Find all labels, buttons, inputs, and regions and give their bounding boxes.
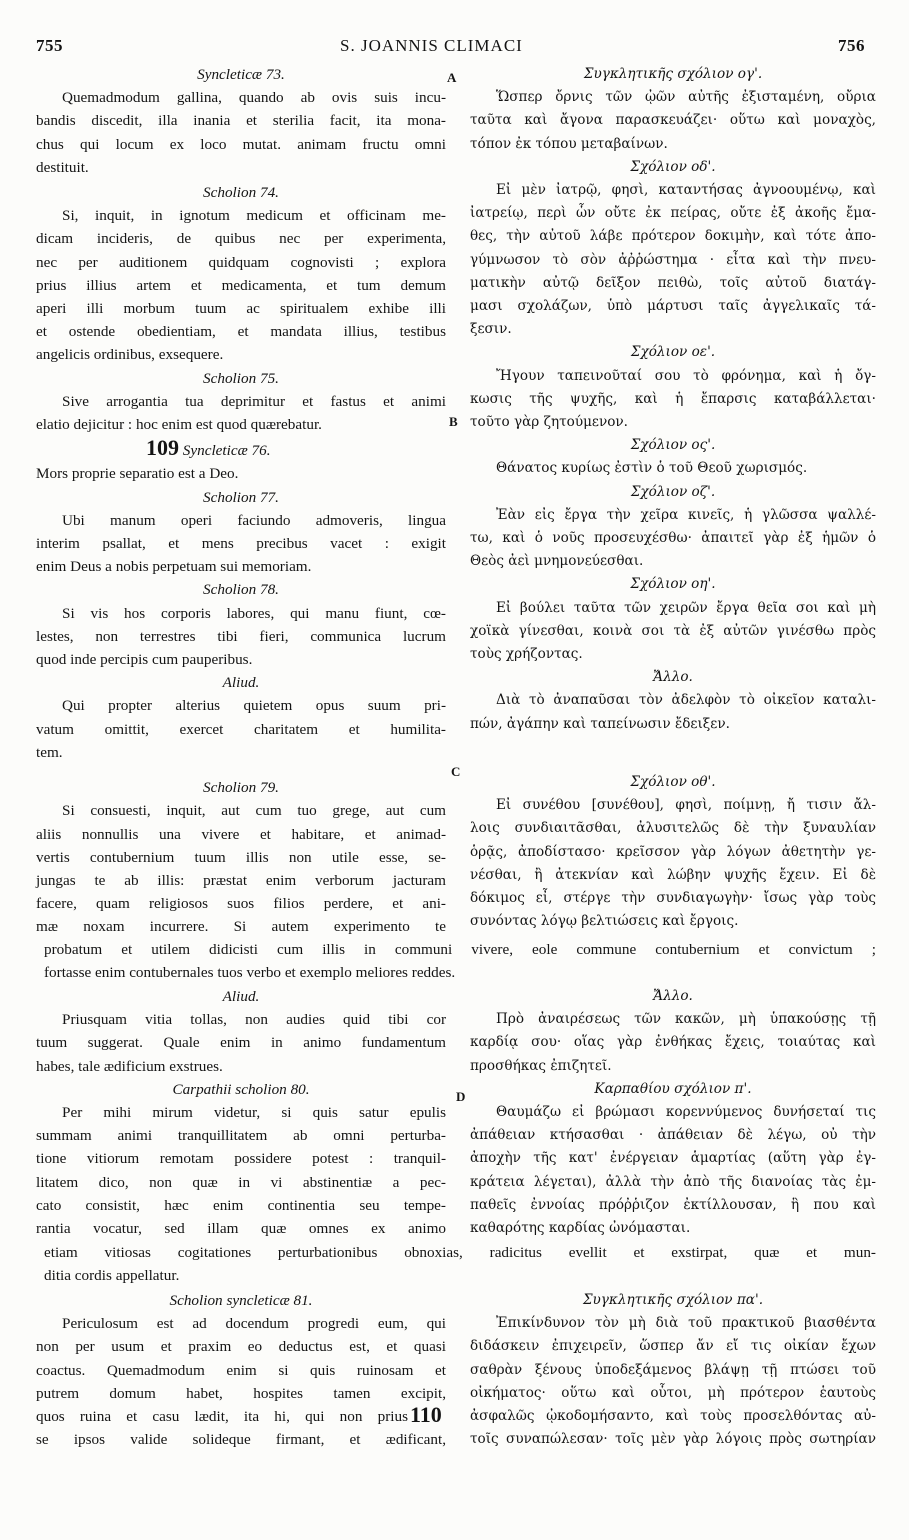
text-line: συνόντας λόγῳ βελτιώσεις καὶ ἔργοις. (470, 913, 739, 930)
greek-paragraph-79 (470, 794, 876, 933)
latin-heading-81: Scholion syncleticæ 81. (169, 1292, 313, 1309)
text-line: litatem dico, non quæ in vi abstinentiæ a pec- (36, 1173, 446, 1191)
text-line: se ipsos valide solideque firmant, et ædificant, (36, 1431, 446, 1449)
page-number-left: 755 (36, 36, 63, 55)
text-line: τοὺς χρήζοντας. (470, 646, 583, 663)
text-line: bandis discedit, illa inania et sterilia facit, ita mona- (36, 112, 446, 130)
greek-heading-77: Σχόλιον οζ'. (630, 483, 716, 500)
text-line: interim psallat, et mens precibus vacet : exigit (36, 535, 446, 553)
text-line: Εἰ μὲν ἰατρῷ, φησὶ, καταντήσας ἀγνοουμένῳ, καὶ (496, 182, 876, 199)
greek-column-3 (470, 1289, 876, 1451)
text-line: κράτεια λέγεται), ἀλλὰ τὴν ἀπὸ τῆς διανοίας τὰς ἐμ- (470, 1173, 876, 1190)
latin-paragraph-78 (36, 602, 446, 672)
latin-heading-79: Scholion 79. (203, 779, 279, 797)
latin-paragraph-77 (36, 509, 446, 579)
greek-column-2 (470, 985, 876, 1240)
text-line: παθεῖς ἐννοίας πρόῤῥιζον ἐκτίλλουσαν, ἣ που καὶ (470, 1196, 876, 1213)
text-line: ἀποχὴν τῆς κατ' ἐνέργειαν ἁμαρτίας (αὕτη γὰρ ἐγ- (470, 1150, 876, 1167)
text-line: οἰκήματος· οὕτω καὶ οὗτοι, μὴ πρότερον ἑαυτοὺς (470, 1384, 876, 1401)
margin-letter-c: C (451, 764, 461, 779)
greek-paragraph-80 (470, 1101, 876, 1240)
latin-paragraph-aliud-1 (36, 694, 446, 764)
latin-column (36, 63, 446, 939)
text-line: Per mihi mirum videtur, si quis satur epulis (62, 1104, 446, 1122)
greek-paragraph-77 (470, 504, 876, 574)
text-line: ditia cordis appellatur. (44, 1267, 180, 1285)
text-line: etiam vitiosas cogitationes perturbationibus obnoxias, radicitus evellit et exstirpat, quæ et mun- (44, 1244, 876, 1261)
greek-paragraph-allo-2 (470, 1008, 876, 1078)
greek-heading-80: Καρπαθίου σχόλιον π'. (594, 1080, 752, 1097)
text-line: Periculosum est ad docendum progredi eum, qui (62, 1315, 446, 1333)
greek-paragraph-75 (470, 365, 876, 435)
latin-paragraph-aliud-2 (36, 1008, 446, 1078)
text-line: σαθρὰν ξένους ὑποδεξάμενος βλάψῃ τῇ πτώσει τοῦ (470, 1361, 876, 1378)
greek-heading-75: Σχόλιον οε'. (630, 344, 716, 361)
latin-heading-aliud-1: Aliud. (222, 674, 260, 692)
text-line: γύμνωσον τὸ σὸν ἀῤῥώστημα · εἶτα καὶ τὴν πνευ- (470, 251, 876, 268)
text-line: Ἐὰν εἰς ἔργα τὴν χεῖρα κινεῖς, ἡ γλῶσσα ψαλλέ- (496, 506, 876, 523)
text-line: τω, καὶ ὁ νοῦς προσευχέσθω· ἀπαιτεῖ γὰρ ἐξ ἡμῶν ὁ (470, 530, 876, 547)
text-line: lestes, non terrestres tibi fieri, communica lucrum (36, 627, 446, 645)
text-line: ταῦτα καὶ ἄγονα παρασκευάζει· οὕτω καὶ μοναχὸς, (470, 112, 876, 129)
greek-heading-81: Συγκλητικῆς σχόλιον πα'. (582, 1292, 764, 1308)
text-line: destituit. (36, 158, 89, 176)
margin-letter-a: A (447, 70, 457, 85)
latin-wide-79 (44, 938, 876, 984)
latin-heading-73: Syncleticæ 73. (197, 66, 285, 83)
text-line: ξεσιν. (470, 321, 512, 338)
text-line: ὁρᾷς, ἀποδίστασο· κρεῖσσον γὰρ λόγων ἀθετητὴν γε- (470, 843, 876, 860)
latin-paragraph-79 (36, 799, 446, 938)
text-line: tem. (36, 743, 63, 761)
greek-column (470, 63, 876, 933)
text-line: chus qui locum ex loco mutat. animam fructu omni (36, 135, 446, 153)
text-line: mæ noxam incurrere. Si autem experimento te (36, 918, 446, 936)
latin-paragraph-81 (36, 1312, 446, 1451)
text-line: Si vis hos corporis labores, qui manu fiunt, cœ- (62, 604, 446, 622)
text-line: ἀπάθειαν κτήσασθαι · ἀπάθειαν δὲ λέγω, οὐ τὴν (470, 1127, 876, 1144)
text-line: Ubi manum operi faciundo admoveris, lingua (62, 511, 446, 529)
text-line: ματικὴν αὐτῷ δεῖξον πειθὼ, τοῖς αὐτοῦ διατάγ- (470, 274, 876, 291)
text-line: habes, tale ædificium exstrues. (36, 1057, 223, 1075)
text-line: Θεὸς ἀεὶ μνημονεύεσθαι. (470, 553, 644, 570)
text-line: aliis nonnullis una vivere et habitare, et animad- (36, 825, 446, 843)
text-line: κωσις τῆς ψυχῆς, καὶ ἡ ἔπαρσις καταβάλλεται· (470, 390, 876, 407)
text-line: Διὰ τὸ ἀναπαῦσαι τὸν ἀδελφὸν τὸ οἰκεῖον καταλι- (496, 692, 876, 709)
margin-letter-b: B (449, 414, 458, 429)
page-number-right: 756 (838, 36, 865, 55)
text-line: Ἤγουν ταπεινοῦταί σου τὸ φρόνημα, καὶ ἡ ὄγ- (496, 367, 876, 384)
text-line: ἀσφαλῶς ᾠκοδομήσαντο, καὶ τοὺς προσελθόντας αὐ- (470, 1408, 876, 1425)
text-line: prius illius artem et medicamenta, et tum demum (36, 276, 446, 294)
text-line: jungas te ab illis: præstat enim verborum jacturam (36, 871, 446, 889)
text-line: facere, quam religiosos suos filios perdere, et ani- (36, 895, 446, 913)
text-line: Qui propter alterius quietem opus suum pri- (62, 697, 446, 715)
text-line: quos ruina et casu lædit, ita hi, qui non prius (36, 1408, 408, 1426)
text-line: καθαρότης καρδίας ὠνόμασται. (470, 1220, 691, 1237)
text-line: δόκιμος εἶ, στέργε τὴν συνδιαγωγὴν· ἴσως γὰρ τοὺς (470, 889, 876, 906)
greek-heading-78: Σχόλιον οη'. (630, 576, 716, 593)
text-line: Sive arrogantia tua deprimitur et fastus et animi (62, 392, 446, 410)
text-line: enim Deus a nobis perpetuam sui memoriam. (36, 558, 312, 576)
text-line: Quemadmodum gallina, quando ab ovis suis incu- (62, 89, 446, 107)
text-line: καρδίᾳ σου· οἵας γὰρ ἐνθήκας ἔχεις, τοιαύτας καὶ (470, 1034, 876, 1051)
text-line: Εἰ συνέθου [συνέθου], φησὶ, ποίμνῃ, ἤ τισιν ἄλ- (496, 797, 876, 814)
text-line: vatum omittit, exercet charitatem et humilita- (36, 720, 446, 738)
text-line: λοις συνδιαιτᾶσθαι, ἀλυσιτελῶς δὲ τὴν ξυναυλίαν (470, 820, 876, 837)
greek-heading-73: Συγκλητικῆς σχόλιον ογ'. (583, 66, 763, 82)
text-line: rantia vocatur, sed illam quæ omnes ex animo (36, 1220, 446, 1238)
text-line: ἰατρείῳ, περὶ ὧν οὔτε ἐκ πείρας, οὔτε ἐξ ἀκοῆς ἔμα- (470, 205, 876, 222)
latin-column-3 (36, 1289, 446, 1451)
greek-paragraph-73 (470, 86, 876, 156)
latin-paragraph-73 (36, 86, 446, 179)
spacer (36, 764, 446, 776)
text-line: μασι σχολάζων, ὑπὸ μάρτυσι ταῖς ἀγγελικαῖς τά- (470, 298, 876, 315)
greek-paragraph-76 (470, 457, 876, 480)
text-line: et ostende obedientiam, et mandata illius, testibus (36, 323, 446, 341)
latin-paragraph-76 (36, 462, 446, 485)
greek-heading-allo-2: Ἄλλο. (653, 988, 693, 1004)
text-line: τοῖς συναπώλεσαν· τοῖς μὲν γὰρ λόγοις πρὸς σωτηρίαν (470, 1431, 876, 1448)
text-line: Εἰ βούλει ταῦτα τῶν χειρῶν ἔργα θεῖα σοι καὶ μὴ (496, 599, 876, 616)
text-line: Ὥσπερ ὄρνις τῶν ᾠῶν αὐτῆς ἐξισταμένη, οὔρια (496, 89, 876, 106)
latin-paragraph-75 (36, 390, 446, 436)
latin-heading-76-row (36, 436, 446, 462)
column-number-110: 110 (410, 1402, 442, 1427)
text-line: Priusquam vitia tollas, non audies quid tibi cor (62, 1011, 446, 1029)
text-line: summam animi tranquillitatem ab omni perturba- (36, 1127, 446, 1145)
text-line: τοῦτο γὰρ ζητούμενον. (470, 414, 629, 431)
text-line: cato consistit, hæc enim continentia seu tempe- (36, 1196, 446, 1214)
latin-heading-80: Carpathii scholion 80. (172, 1080, 310, 1098)
text-line: Θαυμάζω εἰ βρώμασι κορεννύμενος δυνήσεταί τις (496, 1104, 876, 1121)
running-title: S. JOANNIS CLIMACI (340, 36, 523, 55)
text-line: νέσθαι, ἢ ἀτεκνίαν καὶ λώβην ψυχῆς ἔχειν. Εἰ δὲ (470, 866, 876, 883)
text-line: nec per auditionem quidquam cognovisti ; explora (36, 253, 446, 271)
greek-paragraph-78 (470, 597, 876, 667)
latin-heading-78: Scholion 78. (203, 581, 279, 599)
text-line: Mors proprie separatio est a Deo. (36, 465, 239, 483)
latin-paragraph-80 (36, 1101, 446, 1240)
text-line: θες, τὴν αὐτοῦ λάβε πρότερον δοκιμὴν, καὶ τότε ἀπο- (470, 228, 876, 245)
text-line: tione vitiorum remotam possidere potest : tranquil- (36, 1150, 446, 1168)
latin-paragraph-74 (36, 204, 446, 366)
greek-heading-76: Σχόλιον ος'. (630, 437, 716, 454)
text-line: dicam incideris, de quibus nec per experimenta, (36, 230, 446, 248)
text-line: Ἐπικίνδυνον τὸν μὴ διὰ τοῦ πρακτικοῦ βιασθέντα (496, 1315, 876, 1332)
greek-heading-allo-1: Ἄλλο. (653, 669, 693, 686)
text-line: probatum et utilem didicisti cum illis in communi vivere, eole commune contubernium et convictum ; (44, 941, 876, 958)
text-line: πών, ἀγάπην καὶ ταπείνωσιν ἔδειξεν. (470, 715, 730, 732)
text-line: tuum suggerat. Quale enim in animo fundamentum (36, 1034, 446, 1052)
greek-heading-79: Σχόλιον οθ'. (630, 773, 716, 790)
text-line: Πρὸ ἀναιρέσεως τῶν κακῶν, μὴ ὑπακούσῃς τῇ (496, 1011, 876, 1028)
latin-wide-80 (44, 1241, 876, 1287)
latin-heading-74: Scholion 74. (203, 184, 279, 202)
latin-heading-aliud-2: Aliud. (222, 988, 260, 1005)
text-line: προσθήκας ἐπιζητεῖ. (470, 1057, 612, 1074)
text-line: Si, inquit, in ignotum medicum et officinam me- (62, 207, 446, 225)
text-line: angelicis ordinibus, exsequere. (36, 346, 224, 364)
text-line: aperi illi morbum tuum ac spiritualem exhibe illi (36, 300, 446, 318)
latin-heading-75: Scholion 75. (203, 369, 279, 387)
greek-paragraph-allo-1 (470, 689, 876, 735)
greek-paragraph-81 (470, 1312, 876, 1451)
greek-paragraph-74 (470, 179, 876, 341)
text-line: coactus. Quemadmodum enim si quis ruinosam et (36, 1361, 446, 1379)
latin-column-2 (36, 985, 446, 1240)
text-line: putrem domum habet, hospites tamen excipit, (36, 1384, 446, 1402)
latin-heading-77: Scholion 77. (203, 488, 279, 506)
greek-heading-74: Σχόλιον οδ'. (630, 158, 716, 175)
text-line: quod inde percipis cum pauperibus. (36, 651, 253, 669)
text-line: Θάνατος κυρίως ἐστὶν ὁ τοῦ Θεοῦ χωρισμός. (496, 460, 808, 477)
margin-letter-d: D (456, 1089, 466, 1104)
text-line: τόπον ἐκ τόπου μεταβαίνων. (470, 135, 668, 152)
text-line: χοϊκὰ γίνεσθαι, κοινὰ σοι τὰ ἐξ αὐτῶν γινέσθω πρὸς (470, 622, 876, 639)
latin-heading-76: Syncleticæ 76. (182, 442, 271, 460)
text-line: Si consuesti, inquit, aut cum tuo grege, aut cum (62, 802, 446, 820)
text-line: non per usum et praxim eo deductus est, et quasi (36, 1338, 446, 1356)
text-line: διδάσκειν ἐπιχειρεῖν, ὥσπερ ἄν εἴ τις οἰκίαν ἔχων (470, 1338, 876, 1355)
spacer (470, 736, 876, 771)
column-number-109: 109 (146, 435, 179, 461)
text-line: fortasse enim contubernales tuos verbo et exemplo meliores reddes. (44, 964, 456, 982)
text-line: elatio dejicitur : hoc enim est quod quærebatur. (36, 416, 322, 434)
text-line: vertis contubernium tuum illis non utile esse, se- (36, 848, 446, 866)
